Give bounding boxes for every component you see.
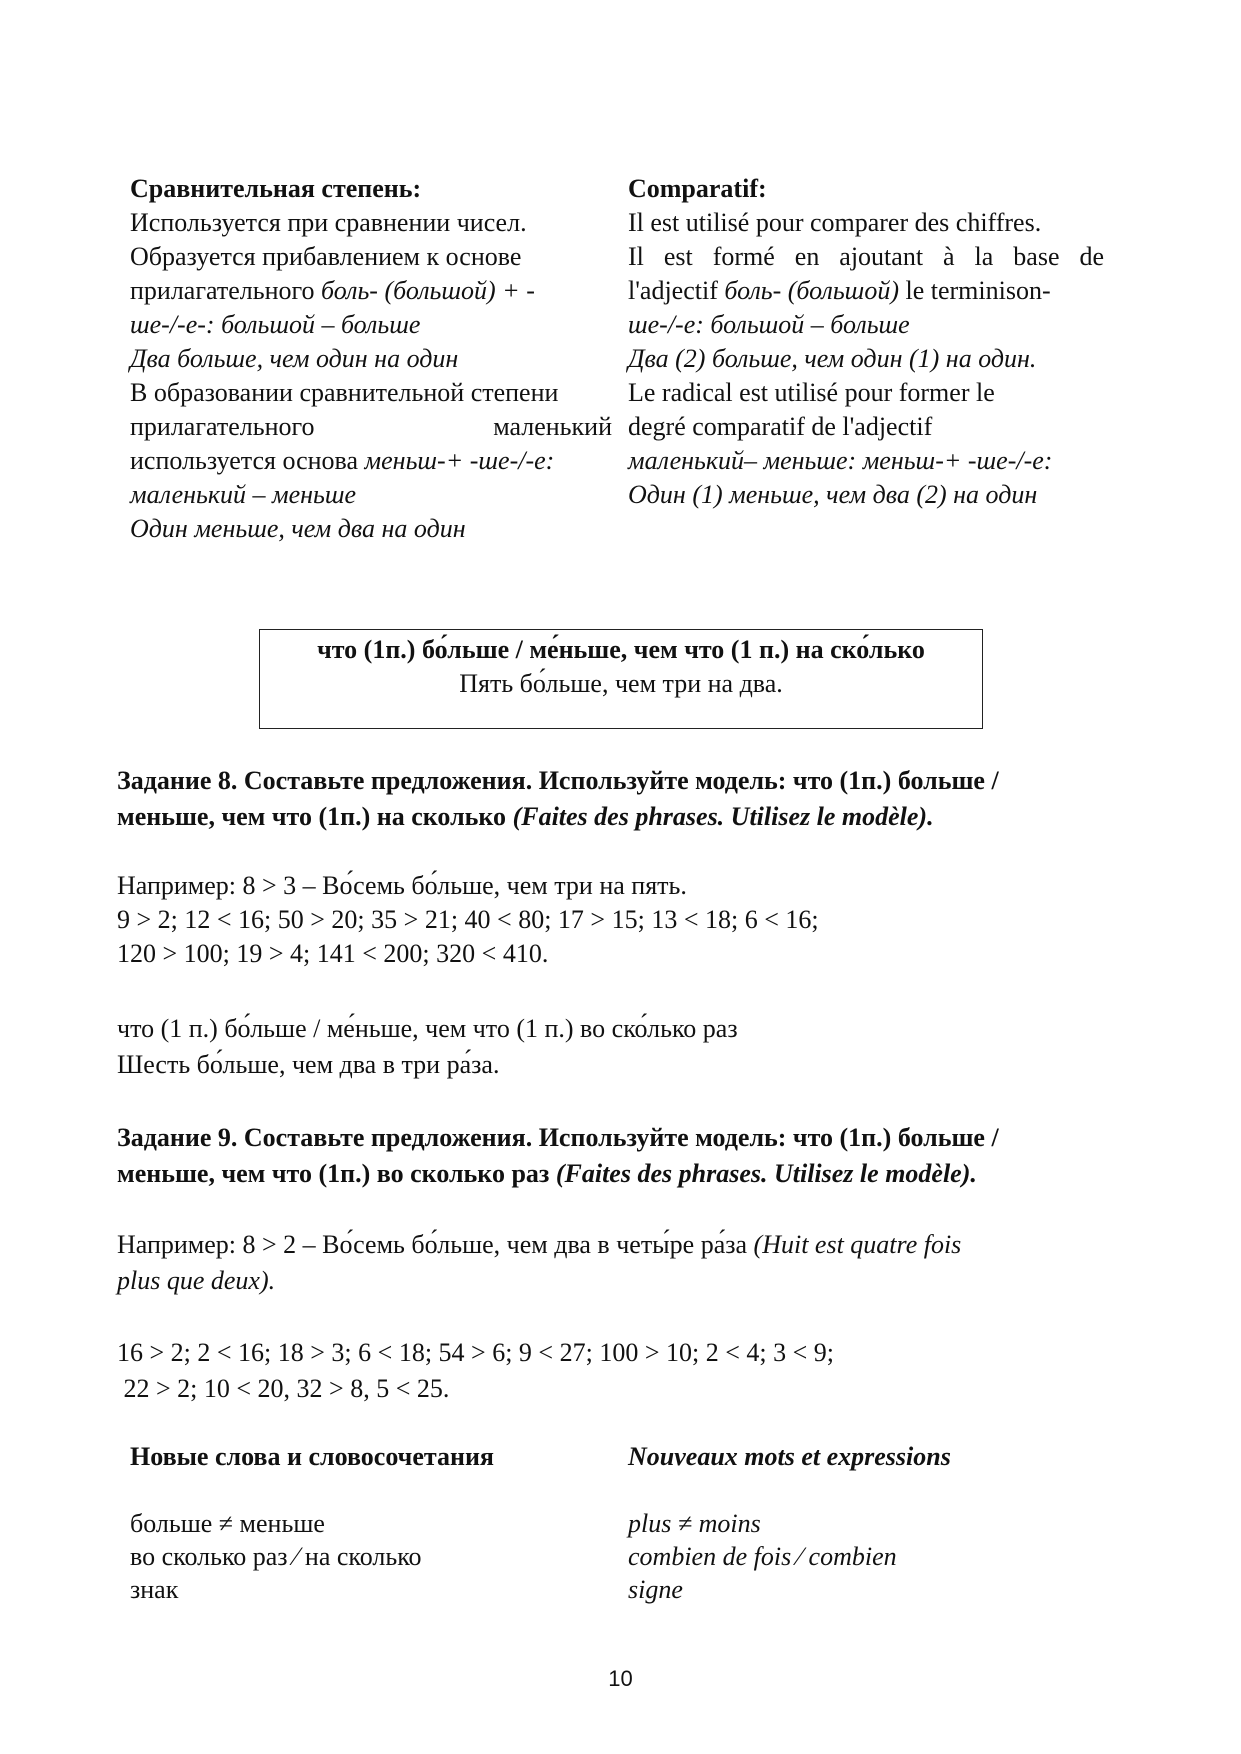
left-heading: Сравнительная степень: xyxy=(130,174,422,203)
left-column xyxy=(130,172,612,546)
task-9-title-line-2: меньше, чем что (1п.) во сколько раз (Faites des phrases. Utilisez le modèle). xyxy=(117,1159,977,1188)
right-line-4: ше-/-е: большой – больше xyxy=(628,310,910,339)
right-heading: Comparatif: xyxy=(628,174,767,203)
right-line-2: Il est formé en ajoutant à la base de xyxy=(628,242,1104,271)
vocab-fr-heading: Nouveaux mots et expressions xyxy=(628,1442,951,1471)
task-8-exercise-line-2: 120 > 100; 19 > 4; 141 < 200; 320 < 410. xyxy=(117,939,549,968)
left-line-2: Образуется прибавлением к основе xyxy=(130,242,522,271)
right-line-8: маленький– меньше: меньш-+ -ше-/-е: xyxy=(628,446,1053,475)
vocab-ru-item: знак xyxy=(130,1575,179,1604)
task-8-example: Например: 8 > 3 – Во́семь бо́льше, чем три на пять. xyxy=(117,871,687,900)
vocab-ru-list xyxy=(130,1507,422,1606)
vocab-fr-item: plus ≠ moins xyxy=(628,1509,761,1538)
task-9-exercises xyxy=(117,1335,834,1407)
right-line-7: degré comparatif de l'adjectif xyxy=(628,412,933,441)
task-9-example xyxy=(117,1227,961,1299)
model-2 xyxy=(117,1011,738,1083)
right-line-3: l'adjectif боль- (большой) le terminison- xyxy=(628,276,1051,305)
task-9-example-line-2: plus que deux). xyxy=(117,1266,276,1295)
model-box xyxy=(259,629,983,729)
left-line-4: ше-/-е-: большой – больше xyxy=(130,310,421,339)
model-2-example: Шесть бо́льше, чем два в три ра́за. xyxy=(117,1050,500,1079)
model-box-example: Пять бо́льше, чем три на два. xyxy=(459,669,783,698)
left-line-8: используется основа меньш-+ -ше-/-е: xyxy=(130,446,555,475)
task-8-title-line-2: меньше, чем что (1п.) на сколько (Faites des phrases. Utilisez le modèle). xyxy=(117,802,934,831)
page-number: 10 xyxy=(608,1666,633,1691)
vocab-ru-heading: Новые слова и словосочетания xyxy=(130,1442,494,1471)
model-box-pattern: что (1п.) бо́льше / ме́ньше, чем что (1 п.) на ско́лько xyxy=(317,635,925,664)
right-line-9: Один (1) меньше, чем два (2) на один xyxy=(628,480,1038,509)
left-line-3: прилагательного боль- (большой) + - xyxy=(130,276,535,305)
right-line-1: Il est utilisé pour comparer des chiffres. xyxy=(628,208,1042,237)
right-line-5: Два (2) больше, чем один (1) на один. xyxy=(628,344,1037,373)
task-9-exercise-line-1: 16 > 2; 2 < 16; 18 > 3; 6 < 18; 54 > 6; 9 < 27; 100 > 10; 2 < 4; 3 < 9; xyxy=(117,1338,834,1367)
vocab-fr-item: combien de fois ⁄ combien xyxy=(628,1542,897,1571)
task-9-example-line-1: Например: 8 > 2 – Во́семь бо́льше, чем два в четы́ре ра́за (Huit est quatre fois xyxy=(117,1230,962,1259)
vocab-ru-item: больше ≠ меньше xyxy=(130,1509,325,1538)
task-9-exercise-line-2: 22 > 2; 10 < 20, 32 > 8, 5 < 25. xyxy=(117,1374,450,1403)
task-8-exercise-line-1: 9 > 2; 12 < 16; 50 > 20; 35 > 21; 40 < 80; 17 > 15; 13 < 18; 6 < 16; xyxy=(117,905,819,934)
model-2-pattern: что (1 п.) бо́льше / ме́ньше, чем что (1 п.) во ско́лько раз xyxy=(117,1014,738,1043)
left-line-10: Один меньше, чем два на один xyxy=(130,514,466,543)
task-9 xyxy=(117,1120,999,1192)
left-line-7: прилагательного маленький xyxy=(130,412,612,441)
left-line-9: маленький – меньше xyxy=(130,480,357,509)
left-line-1: Используется при сравнении чисел. xyxy=(130,208,527,237)
left-line-6: В образовании сравнительной степени xyxy=(130,378,559,407)
vocab-ru-item: во сколько раз ⁄ на сколько xyxy=(130,1542,422,1571)
task-8-title-line-1: Задание 8. Составьте предложения. Используйте модель: что (1п.) больше / xyxy=(117,766,999,795)
right-column xyxy=(628,172,1104,512)
right-line-6: Le radical est utilisé pour former le xyxy=(628,378,995,407)
task-8-examples xyxy=(117,869,819,971)
vocab-fr-list xyxy=(628,1507,897,1606)
task-9-title-line-1: Задание 9. Составьте предложения. Используйте модель: что (1п.) больше / xyxy=(117,1123,999,1152)
task-8 xyxy=(117,763,999,835)
left-line-5: Два больше, чем один на один xyxy=(130,344,459,373)
vocab-fr-item: signe xyxy=(628,1575,683,1604)
